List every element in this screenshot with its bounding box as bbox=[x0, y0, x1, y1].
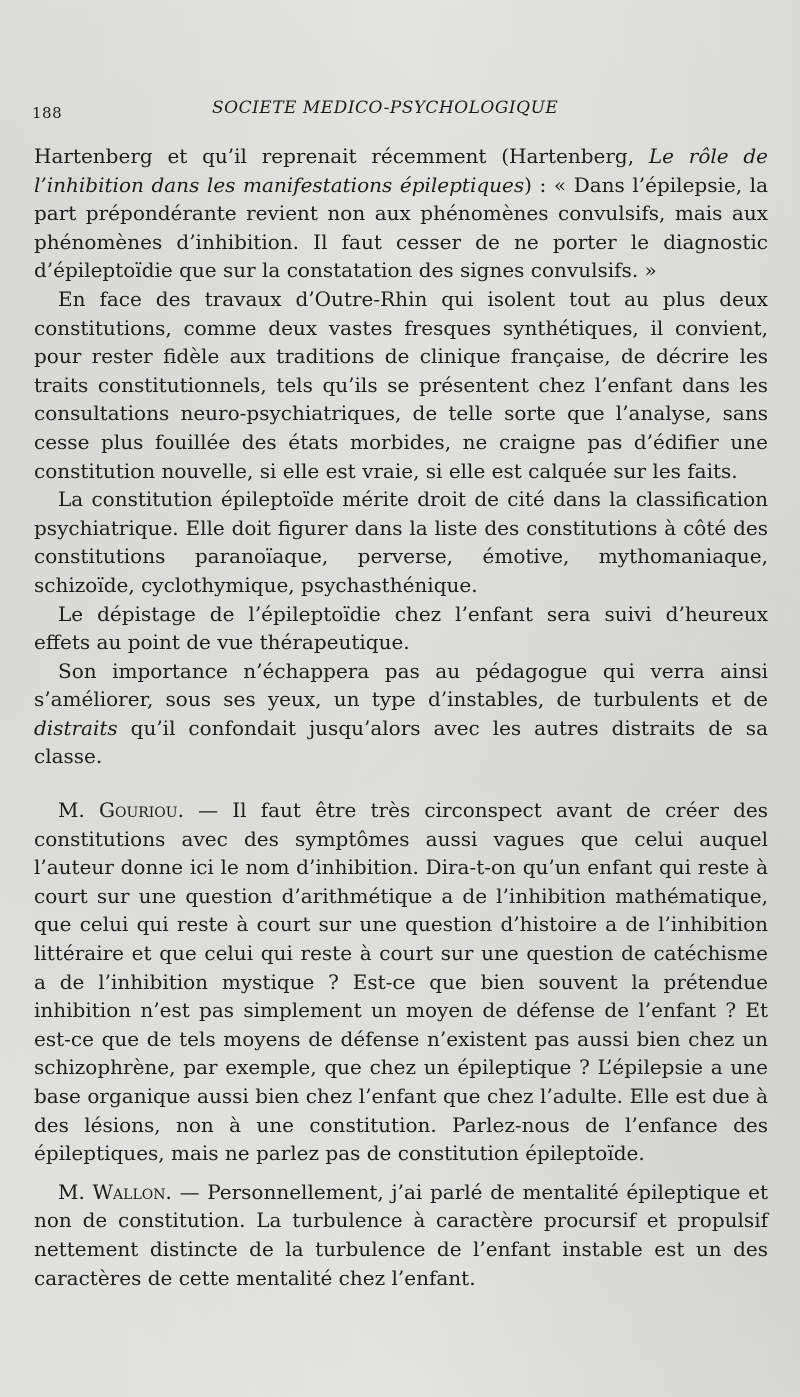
page-header bbox=[32, 98, 768, 128]
body-text bbox=[34, 142, 768, 1292]
paragraph-classification: La constitution épileptoïde mérite droit de cité dans la classification psychiatrique. Elle doit figurer dans la liste des constitutions à côté des constitutions paranoïaque, perverse, émotive, mythomaniaque, schizoïde, cyclothymique, psychasthénique. bbox=[34, 487, 768, 597]
speaker-name: M. Wallon. bbox=[58, 1179, 172, 1204]
paragraph-text: Hartenberg et qu’il reprenait récemment (Hartenberg, bbox=[34, 144, 649, 168]
emphasis-word: distraits bbox=[34, 715, 118, 740]
speaker-name: M. Gouriou. bbox=[58, 798, 184, 823]
paragraph-outre-rhin: En face des travaux d’Outre-Rhin qui isolent tout au plus deux constitutions, comme deux vastes fresques synthétiques, il convient, pour rester fidèle aux traditions de clinique française, de décrire les traits constitutionnels, tels qu’ils se présentent chez l’enfant dans les consultations neuro-psychiatriques, de telle sorte que l’analyse, sans cesse plus fouillée des états morbides, ne craigne pas d’édifier une constitution nouvelle, si elle est vraie, si elle est calquée sur les faits. bbox=[34, 286, 768, 483]
page-number: 188 bbox=[32, 104, 63, 122]
paragraph-wallon bbox=[34, 1178, 768, 1292]
running-title: SOCIETE MEDICO-PSYCHOLOGIQUE bbox=[212, 98, 559, 118]
paragraph-text: Son importance n’échappera pas au pédagogue qui verra ainsi s’améliorer, sous ses yeux, un type d’instables, de turbulents et de bbox=[34, 658, 768, 712]
paragraph-text: ) : « Dans l’épilepsie, la part prépondérante revient non aux phénomènes convulsifs, mais aux phénomènes d’inhibition. Il faut cesser de ne porter le diagnostic d’épileptoïdie que sur la constatation des signes convulsifs. » bbox=[34, 172, 768, 283]
paragraph-depistage: Le dépistage de l’épileptoïdie chez l’enfant sera suivi d’heureux effets au point de vue thérapeutique. bbox=[34, 601, 768, 655]
paragraph-text: — Personnellement, j’ai parlé de mentalité épileptique et non de constitution. La turbulence à caractère procursif et propulsif nettement distincte de la turbulence de l’enfant instable est un des caractères de cette mentalité chez l’enfant. bbox=[34, 1179, 768, 1290]
cited-title: Le rôle de l’inhibition dans les manifestations épileptiques bbox=[34, 144, 769, 197]
paragraph-pedagogue bbox=[34, 657, 768, 771]
paragraph-hartenberg-quote bbox=[34, 142, 768, 285]
paragraph-text: — Il faut être très circonspect avant de créer des constitutions avec des symptômes aussi vagues que celui auquel l’auteur donne ici le nom d’inhibition. Dira-t-on qu’un enfant qui reste à court sur une question d’arithmétique a de l’inhibition mathématique, que celui qui reste à court sur une question d’histoire a de l’inhibition littéraire et que celui qui reste à court sur une question de catéchisme a de l’inhibition mystique ? Est-ce que bien souvent la prétendue inhibition n’est pas simplement un moyen de défense de l’enfant ? Et est-ce que de tels moyens de défense n’existent pas aussi bien chez un schizophrène, par exemple, que chez un épileptique ? L’épilepsie a une base organique aussi bien chez l’enfant que chez l’adulte. Elle est due à des lésions, non à une constitution. Parlez-nous de l’enfance des épileptiques, mais ne parlez pas de constitution épileptoïde. bbox=[34, 798, 768, 1166]
paragraph-gouriou bbox=[34, 796, 768, 1168]
paragraph-text: qu’il confondait jusqu’alors avec les autres distraits de sa classe. bbox=[34, 715, 768, 769]
